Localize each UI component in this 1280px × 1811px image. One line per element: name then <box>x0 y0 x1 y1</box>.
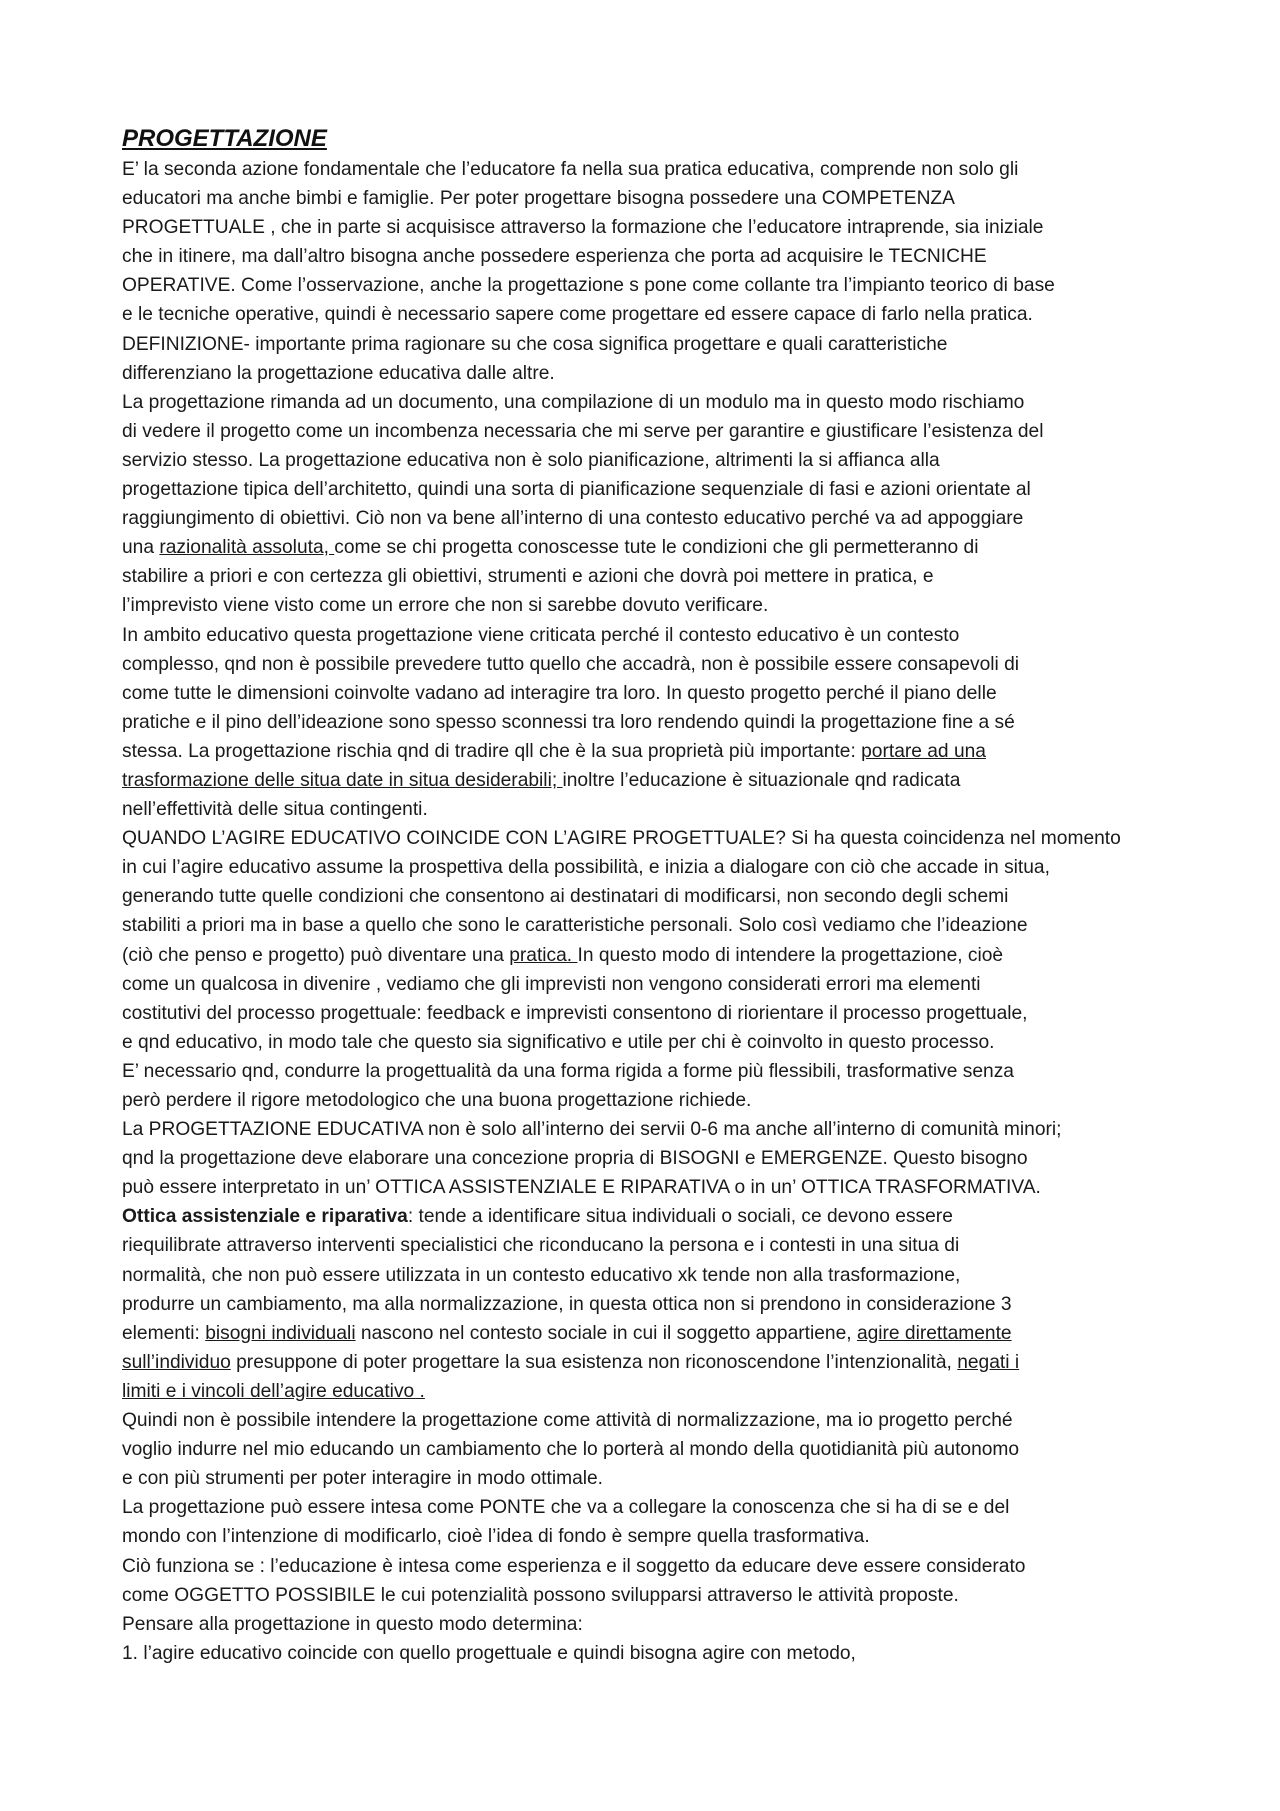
text-run: pratiche e il pino dell’ideazione sono spesso sconnessi tra loro rendendo quindi la progettazione fine a sé <box>122 711 1015 733</box>
text-run: stabilire a priori e con certezza gli obiettivi, strumenti e azioni che dovrà poi mettere in pratica, e <box>122 566 934 588</box>
text-line <box>122 330 1182 359</box>
text-run: DEFINIZIONE- importante prima ragionare su che cosa significa progettare e quali caratteristiche <box>122 333 948 355</box>
text-line <box>122 504 1182 533</box>
text-line <box>122 941 1182 970</box>
text-line <box>122 300 1182 329</box>
text-line <box>122 999 1182 1028</box>
text-line <box>122 882 1182 911</box>
text-line <box>122 1115 1182 1144</box>
underlined-text: bisogni individuali <box>205 1322 356 1344</box>
paragraph <box>122 1406 1182 1493</box>
text-line <box>122 242 1182 271</box>
text-line <box>122 1202 1182 1231</box>
text-run: che in itinere, ma dall’altro bisogna anche possedere esperienza che porta ad acquisire le TECNICHE <box>122 246 987 268</box>
text-line <box>122 184 1182 213</box>
text-run: : tende a identificare situa individuali o sociali, ce devono essere <box>407 1206 953 1228</box>
document-title: PROGETTAZIONE <box>122 125 327 152</box>
text-run: qnd la progettazione deve elaborare una concezione propria di BISOGNI e EMERGENZE. Questo bisogno <box>122 1148 1028 1170</box>
text-line <box>122 621 1182 650</box>
text-run: educatori ma anche bimbi e famiglie. Per poter progettare bisogna possedere una COMPETENZA <box>122 188 955 210</box>
text-run: presuppone di poter progettare la sua esistenza non riconoscendone l’intenzionalità, <box>230 1351 958 1373</box>
text-run: E’ la seconda azione fondamentale che l’educatore fa nella sua pratica educativa, comprende non solo gli <box>122 159 1019 180</box>
text-line <box>122 213 1182 242</box>
text-line <box>122 853 1182 882</box>
document-body <box>122 155 1182 1668</box>
text-run: E’ necessario qnd, condurre la progettualità da una forma rigida a forme più flessibili, trasformative senza <box>122 1060 1014 1082</box>
text-line <box>122 1493 1182 1522</box>
text-run: Pensare alla progettazione in questo modo determina: <box>122 1613 583 1635</box>
underlined-text: sull’individuo <box>122 1351 231 1373</box>
text-run: l’imprevisto viene visto come un errore che non si sarebbe dovuto verificare. <box>122 595 769 617</box>
text-line <box>122 679 1182 708</box>
text-run: (ciò che penso e progetto) può diventare una <box>122 944 510 966</box>
text-line <box>122 795 1182 824</box>
text-run: produrre un cambiamento, ma alla normalizzazione, in questa ottica non si prendono in considerazione 3 <box>122 1293 1012 1315</box>
text-run: QUANDO L’AGIRE EDUCATIVO COINCIDE CON L’AGIRE PROGETTUALE? Si ha questa coincidenza nel momento <box>122 828 1121 850</box>
text-line <box>122 766 1182 795</box>
text-run: come un qualcosa in divenire , vediamo che gli imprevisti non vengono considerati errori ma elementi <box>122 973 981 995</box>
text-line <box>122 824 1182 853</box>
text-line <box>122 359 1182 388</box>
paragraph <box>122 1552 1182 1610</box>
text-line <box>122 1522 1182 1551</box>
text-run: complesso, qnd non è possibile prevedere tutto quello che accadrà, non è possibile essere consapevoli di <box>122 653 1020 675</box>
text-run: La progettazione rimanda ad un documento, una compilazione di un modulo ma in questo modo rischiamo <box>122 391 1025 413</box>
text-line <box>122 1639 1182 1668</box>
text-run: riequilibrate attraverso interventi specialistici che riconducano la persona e i contesti in una situa di <box>122 1235 960 1257</box>
paragraph <box>122 1115 1182 1202</box>
paragraph <box>122 1057 1182 1115</box>
text-line <box>122 1173 1182 1202</box>
underlined-text: agire direttamente <box>856 1322 1012 1344</box>
text-run: come tutte le dimensioni coinvolte vadano ad interagire tra loro. In questo progetto perché il piano delle <box>122 682 997 704</box>
text-line <box>122 1231 1182 1260</box>
text-line <box>122 417 1182 446</box>
paragraph <box>122 621 1182 825</box>
text-run: 1. l’agire educativo coincide con quello progettuale e quindi bisogna agire con metodo, <box>122 1642 856 1664</box>
text-line <box>122 1348 1182 1377</box>
text-run: Quindi non è possibile intendere la progettazione come attività di normalizzazione, ma io progetto perché <box>122 1410 1013 1432</box>
text-line <box>122 388 1182 417</box>
text-run: In questo modo di intendere la progettazione, cioè <box>577 944 1004 966</box>
paragraph <box>122 1202 1182 1406</box>
text-run: Ciò funziona se : l’educazione è intesa come esperienza e il soggetto da educare deve essere considerato <box>122 1555 1026 1577</box>
text-line <box>122 155 1182 184</box>
text-line <box>122 1464 1182 1493</box>
text-line <box>122 446 1182 475</box>
text-line <box>122 911 1182 940</box>
text-run: inoltre l’educazione è situazionale qnd radicata <box>562 769 961 791</box>
text-line <box>122 1406 1182 1435</box>
text-run: e le tecniche operative, quindi è necessario sapere come progettare ed essere capace di farlo nella pratica. <box>122 304 1033 326</box>
underlined-text: pratica. <box>509 944 578 966</box>
underlined-text: limiti e i vincoli dell’agire educativo . <box>122 1380 425 1402</box>
text-line <box>122 1581 1182 1610</box>
text-line <box>122 1057 1182 1086</box>
text-run: di vedere il progetto come un incombenza necessaria che mi serve per garantire e giustificare l’esistenza del <box>122 420 1044 442</box>
text-run: normalità, che non può essere utilizzata in un contesto educativo xk tende non alla trasformazione, <box>122 1264 961 1286</box>
text-run: una <box>122 537 160 559</box>
text-run: raggiungimento di obiettivi. Ciò non va bene all’interno di una contesto educativo perché va ad appoggiare <box>122 508 1024 530</box>
underlined-text: trasformazione delle situa date in situa desiderabili; <box>122 769 563 791</box>
text-run: elementi: <box>122 1322 206 1344</box>
text-run: differenziano la progettazione educativa dalle altre. <box>122 362 555 384</box>
text-run: e con più strumenti per poter interagire in modo ottimale. <box>122 1468 603 1490</box>
text-line <box>122 1319 1182 1348</box>
text-line <box>122 1552 1182 1581</box>
text-run: La progettazione può essere intesa come PONTE che va a collegare la conoscenza che si ha di se e del <box>122 1497 1010 1519</box>
text-run: La PROGETTAZIONE EDUCATIVA non è solo all’interno dei servii 0-6 ma anche all’interno di comunità minori; <box>122 1119 1062 1141</box>
paragraph <box>122 824 1182 1057</box>
bold-text: Ottica assistenziale e riparativa <box>122 1206 408 1228</box>
text-run: però perdere il rigore metodologico che una buona progettazione richiede. <box>122 1090 752 1111</box>
text-run: mondo con l’intenzione di modificarlo, cioè l’idea di fondo è sempre quella trasformativa. <box>122 1526 870 1548</box>
underlined-text: razionalità assoluta, <box>159 537 335 559</box>
text-line <box>122 533 1182 562</box>
text-line <box>122 737 1182 766</box>
paragraph <box>122 155 1182 388</box>
paragraph <box>122 1493 1182 1551</box>
text-run: OPERATIVE. Come l’osservazione, anche la progettazione s pone come collante tra l’impianto teorico di base <box>122 275 1055 297</box>
text-line <box>122 271 1182 300</box>
text-run: servizio stesso. La progettazione educativa non è solo pianificazione, altrimenti la si affianca alla <box>122 449 940 471</box>
text-run: PROGETTUALE , che in parte si acquisisce attraverso la formazione che l’educatore intraprende, sia iniziale <box>122 217 1044 239</box>
text-line <box>122 1144 1182 1173</box>
text-line <box>122 475 1182 504</box>
text-run: nascono nel contesto sociale in cui il soggetto appartiene, <box>355 1322 857 1344</box>
paragraph <box>122 1610 1182 1639</box>
text-run: può essere interpretato in un’ OTTICA ASSISTENZIALE E RIPARATIVA o in un’ OTTICA TRASFORMATIVA. <box>122 1177 1041 1199</box>
text-run: stabiliti a priori ma in base a quello che sono le caratteristiche personali. Solo così vediamo che l’ideazione <box>122 915 1028 937</box>
text-line <box>122 1261 1182 1290</box>
document-page <box>122 124 1182 1668</box>
text-run: In ambito educativo questa progettazione viene criticata perché il contesto educativo è un contesto <box>122 624 960 646</box>
text-run: costitutivi del processo progettuale: feedback e imprevisti consentono di riorientare il processo progettuale, <box>122 1002 1028 1024</box>
paragraph <box>122 1639 1182 1668</box>
text-line <box>122 970 1182 999</box>
text-line <box>122 1377 1182 1406</box>
text-line <box>122 650 1182 679</box>
text-line <box>122 1610 1182 1639</box>
text-run: generando tutte quelle condizioni che consentono ai destinatari di modificarsi, non secondo degli schemi <box>122 886 1009 908</box>
underlined-text: negati i <box>957 1351 1020 1373</box>
text-run: stessa. La progettazione rischia qnd di tradire qll che è la sua proprietà più importante: <box>122 740 862 762</box>
text-line <box>122 1086 1182 1115</box>
text-run: in cui l’agire educativo assume la prospettiva della possibilità, e inizia a dialogare con ciò che accade in situa, <box>122 857 1050 879</box>
text-line <box>122 1028 1182 1057</box>
paragraph <box>122 388 1182 621</box>
text-run: voglio indurre nel mio educando un cambiamento che lo porterà al mondo della quotidianità più autonomo <box>122 1439 1020 1461</box>
text-line <box>122 1290 1182 1319</box>
underlined-text: portare ad una <box>861 740 986 762</box>
text-run: progettazione tipica dell’architetto, quindi una sorta di pianificazione sequenziale di fasi e azioni orientate al <box>122 479 1031 501</box>
text-line <box>122 562 1182 591</box>
text-run: e qnd educativo, in modo tale che questo sia significativo e utile per chi è coinvolto in questo processo. <box>122 1031 995 1053</box>
text-line <box>122 1435 1182 1464</box>
text-run: nell’effettività delle situa contingenti. <box>122 799 428 821</box>
text-line <box>122 708 1182 737</box>
text-run: come se chi progetta conoscesse tute le condizioni che gli permetteranno di <box>334 537 979 559</box>
text-line <box>122 591 1182 620</box>
text-run: come OGGETTO POSSIBILE le cui potenzialità possono svilupparsi attraverso le attività proposte. <box>122 1584 959 1606</box>
